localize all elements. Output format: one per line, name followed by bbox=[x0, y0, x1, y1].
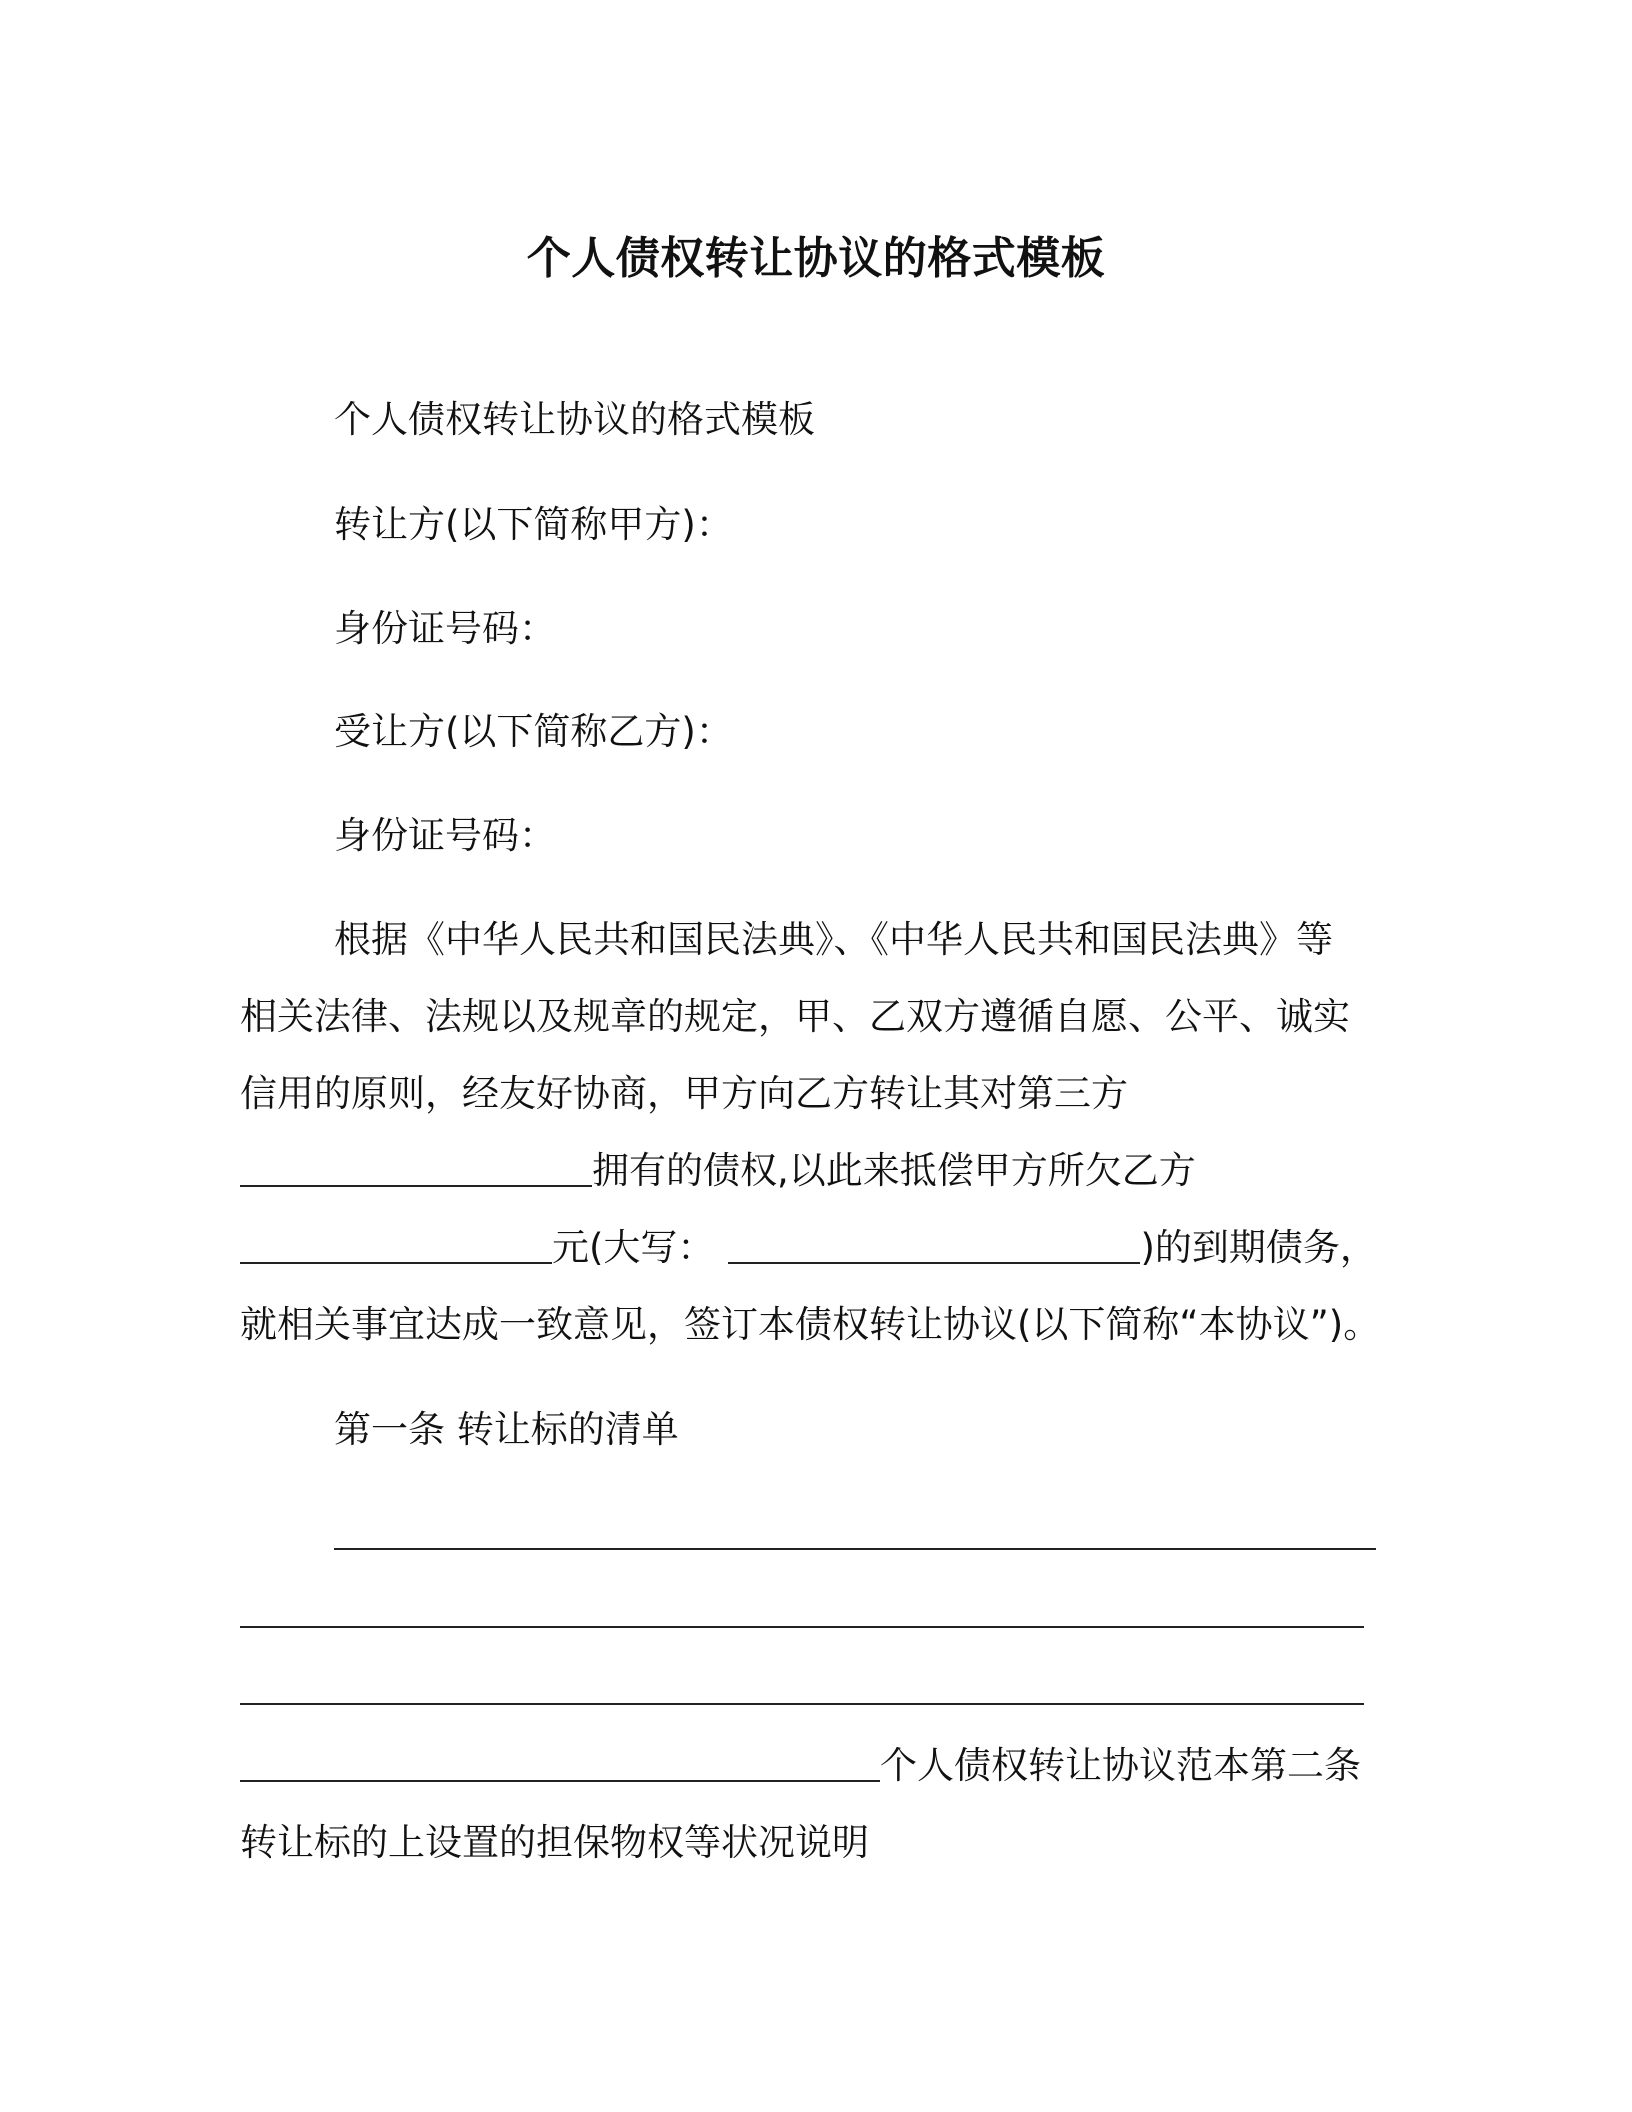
article-2-continued: 转让标的上设置的担保物权等状况说明 bbox=[240, 1821, 869, 1864]
preamble-line-4 bbox=[240, 1149, 1196, 1193]
article-1-blank[interactable] bbox=[334, 1548, 1376, 1550]
preamble-line-5 bbox=[240, 1226, 1377, 1270]
article-1-blank-row-2 bbox=[240, 1590, 1364, 1634]
transferee-id-label: 身份证号码： bbox=[334, 814, 556, 857]
transferee-label: 受让方(以下简称乙方)： bbox=[334, 710, 733, 753]
amount-blank[interactable] bbox=[240, 1262, 552, 1264]
preamble-line-2: 相关法律、法规以及规章的规定，甲、乙双方遵循自愿、公平、诚实 bbox=[240, 995, 1350, 1038]
article-1-blank[interactable] bbox=[240, 1703, 1364, 1705]
preamble-line-1: 根据《中华人民共和国民法典》、《中华人民共和国民法典》等 bbox=[334, 918, 1333, 961]
amount-in-words-blank[interactable] bbox=[728, 1262, 1140, 1264]
preamble-line-5-text-b: )的到期债务， bbox=[1140, 1226, 1377, 1269]
article-1-blank-row-3 bbox=[240, 1667, 1364, 1711]
preamble-line-4-text: 拥有的债权,以此来抵偿甲方所欠乙方 bbox=[592, 1149, 1196, 1192]
preamble-line-3: 信用的原则，经友好协商，甲方向乙方转让其对第三方 bbox=[240, 1072, 1128, 1115]
article-1-heading: 第一条 转让标的清单 bbox=[334, 1408, 679, 1451]
preamble-line-5-text-a: 元(大写： bbox=[552, 1226, 715, 1269]
preamble-line-6: 就相关事宜达成一致意见，签订本债权转让协议(以下简称“本协议”)。 bbox=[240, 1303, 1381, 1346]
article-2-line bbox=[240, 1744, 1361, 1788]
third-party-blank[interactable] bbox=[240, 1185, 592, 1187]
article-1-blank[interactable] bbox=[240, 1780, 880, 1782]
article-2-inline: 个人债权转让协议范本第二条 bbox=[880, 1744, 1361, 1787]
article-1-blank[interactable] bbox=[240, 1626, 1364, 1628]
transferor-id-label: 身份证号码： bbox=[334, 607, 556, 650]
transferor-label: 转让方(以下简称甲方)： bbox=[334, 503, 733, 546]
article-1-blank-row-1 bbox=[334, 1512, 1376, 1556]
subtitle: 个人债权转让协议的格式模板 bbox=[334, 398, 815, 441]
document-title: 个人债权转让协议的格式模板 bbox=[526, 233, 1106, 284]
